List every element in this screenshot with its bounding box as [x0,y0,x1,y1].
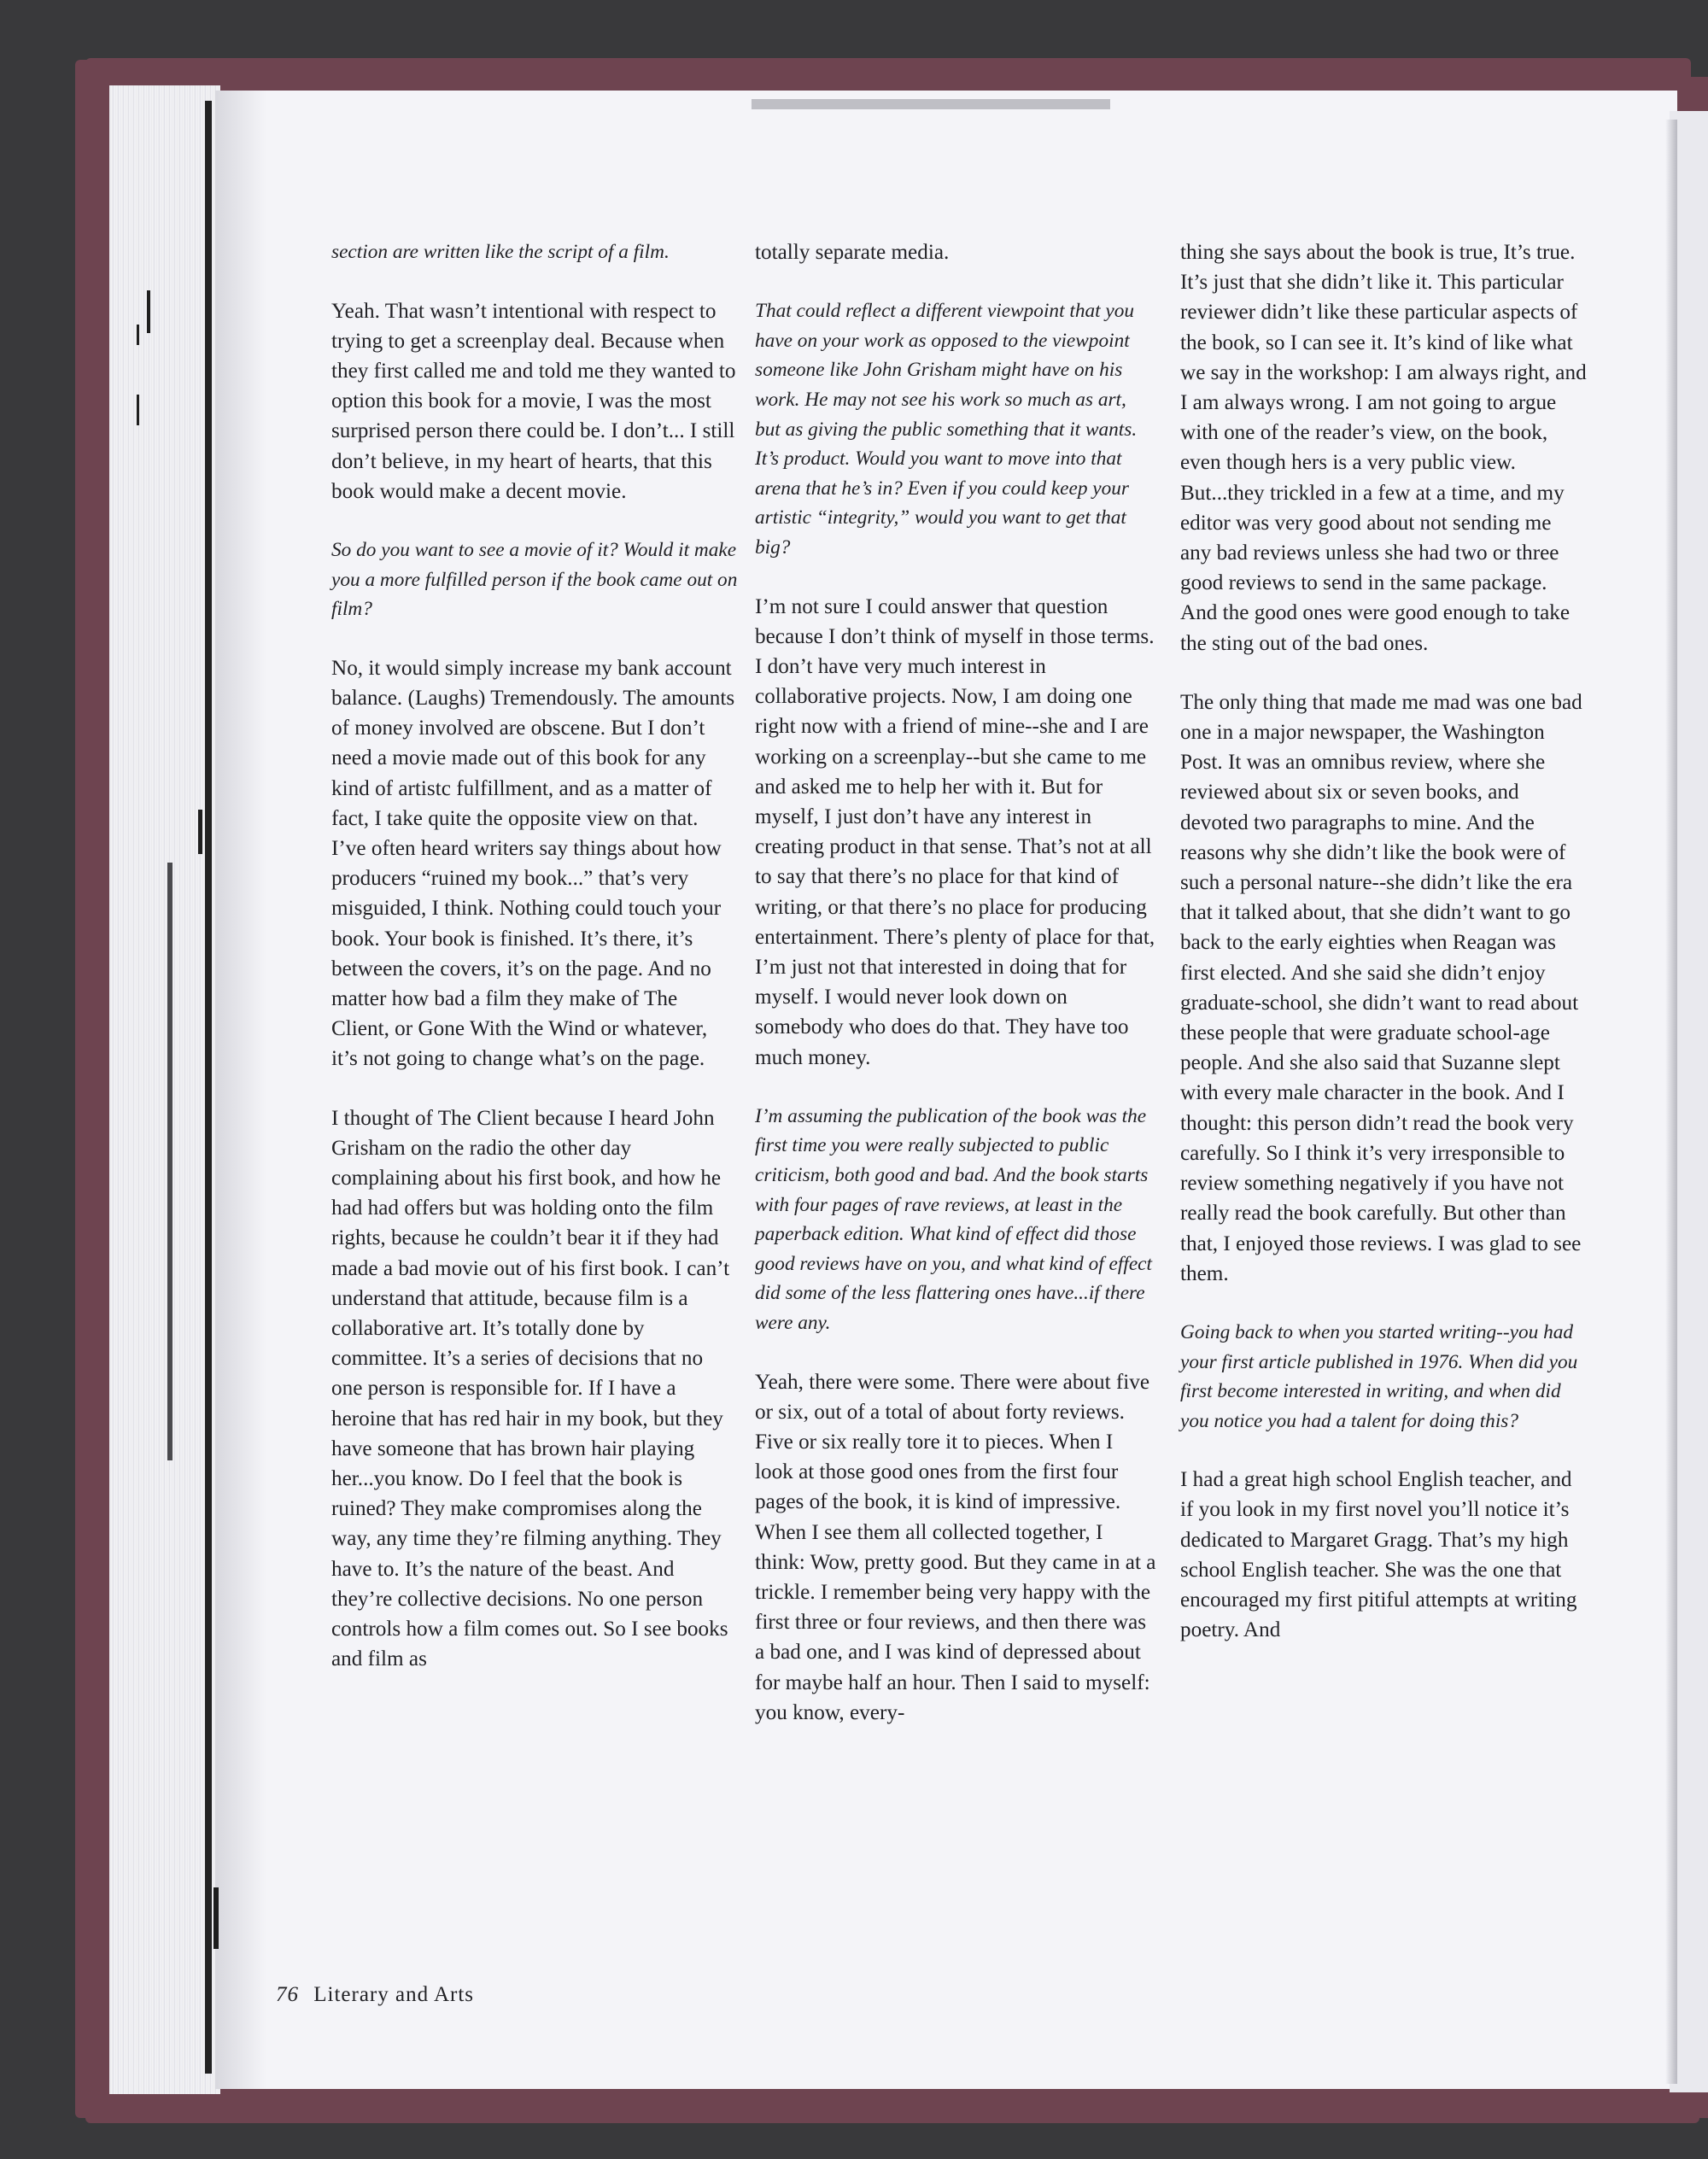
interviewer-question: So do you want to see a movie of it? Would it make you a more fulfilled person if the book came out on film? [331,539,738,621]
text-column-3 [1180,237,1587,1646]
margin-mark [167,863,173,1460]
show-through-smudge [752,99,1110,109]
page-stack-shadow [205,101,212,2074]
section-title: Literary and Arts [313,1983,475,2006]
page-number: 76 [276,1983,299,2006]
interviewer-question: Going back to when you started writing--you had your first article published in 1976. When did you first become interested in writing, and when did you notice you had a talent for doing this? [1180,1320,1578,1432]
book-cover-spine-edge [75,60,109,2118]
answer-continuation: thing she says about the book is true, It’s true. It’s just that she didn’t like it. This particular reviewer didn’t like these particular aspects of the book, so I can see it. It’s kind of like what we say in the workshop: I am always right, and I am always wrong. I am not going to argue with one of the reader’s view, on the book, even though hers is a very public view. But...they trickled in a few at a time, and my editor was very good about not sending me any bad reviews unless she had two or three good reviews to send in the same package. And the good ones were good enough to take the sting out of the bad ones. [1180,241,1587,655]
margin-mark [147,290,150,333]
answer-paragraph: I had a great high school English teacher, and if you look in my first novel you’ll notice it’s dedicated to Margaret Gragg. That’s my high school English teacher. She was the one that encouraged my first pitiful attempts at writing poetry. And [1180,1468,1577,1642]
facing-page-gutter [1665,120,1677,2084]
margin-mark [214,1887,219,1949]
answer-paragraph: I thought of The Client because I heard John Grisham on the radio the other day complaining about his first book, and how he had had offers but was holding onto the film rights, because he couldn’t bear it if they had made a bad movie out of his first book. I can’t understand that attitude, because film is a collaborative art. It’s totally done by committee. It’s a series of decisions that no one person is responsible for. If I have a heroine that has red hair in my book, but they have someone that has brown hair playing her...you know. Do I feel that the book is ruined? They make compromises along the way, any time they’re filming anything. They have to. It’s the nature of the beast. And they’re collective decisions. No one person controls how a film comes out. So I see books and film as [331,1106,730,1671]
answer-paragraph: Yeah. That wasn’t intentional with respect to trying to get a screenplay deal. Because when they first called me and told me they wanted to option this book for a movie, I was the most surprised person there could be. I don’t... I still don’t believe, in my heart of hearts, that this book would make a decent movie. [331,299,736,503]
page-stack-edge [109,85,220,2094]
answer-paragraph: The only thing that made me mad was one bad one in a major newspaper, the Washington Post. It was an omnibus review, where she reviewed about six or seven books, and devoted two paragraphs to mine. And the reasons why she didn’t like the book were of such a personal nature--she didn’t like the era that it talked about, that she didn’t want to go back to the early eighties when Reagan was first elected. And she said she didn’t enjoy graduate-school, she didn’t want to read about these people that were graduate school-age people. And she also said that Suzanne slept with every male character in the book. And I thought: this person didn’t read the book very carefully. So I think it’s very irresponsible to review something negatively if you have not really read the book carefully. But other than that, I enjoyed those reviews. I was glad to see them. [1180,690,1582,1285]
interviewer-question: That could reflect a different viewpoint that you have on your work as opposed to the viewpoint someone like John Grisham might have on his work. He may not see his work so much as art, but as giving the public something that it wants. It’s product. Would you want to move into that arena that he’s in? Even if you could keep your artistic “integrity,” would you want to get that big? [755,300,1138,559]
book-cover-top [85,58,1691,92]
text-column-1 [331,237,738,1675]
answer-continuation: totally separate media. [755,241,950,264]
text-column-2 [755,237,1156,1728]
page-gutter-shade [215,91,266,2089]
answer-paragraph: I’m not sure I could answer that question because I don’t think of myself in those terms. I don’t have very much interest in collaborative projects. Now, I am doing one right now with a friend of mine--she and I are working on a screenplay--but she came to me and asked me to help her with it. But for myself, I just don’t have any interest in creating product in that sense. That’s not at all to say that there’s no place for that kind of writing, or that there’s no place for producing entertainment. There’s plenty of place for that, I’m just not that interested in doing that for myself. I would never look down on somebody who does do that. They have too much money. [755,594,1155,1069]
book-cover-bottom [85,2084,1699,2123]
interviewer-question: I’m assuming the publication of the book was the first time you were really subjected to public criticism, both good and bad. And the book starts with four pages of rave reviews, at least in the paperback edition. What kind of effect did those good reviews have on you, and what kind of effect did some of the less flattering ones have...if there were any. [755,1104,1152,1334]
answer-paragraph: No, it would simply increase my bank account balance. (Laughs) Tremendously. The amounts of money involved are obscene. But I don’t need a movie made out of this book for any kind of artistc fulfillment, and as a matter of fact, I take quite the opposite view on that. I’ve often heard writers say things about how producers “ruined my book...” that’s very misguided, I think. Nothing could touch your book. Your book is finished. It’s there, it’s between the covers, it’s on the page. And no matter how bad a film they make of The Client, or Gone With the Wind or whatever, it’s not going to change what’s on the page. [331,656,735,1071]
margin-mark [198,810,202,854]
page-footer [276,1983,474,2007]
margin-mark [137,395,139,425]
answer-paragraph: Yeah, there were some. There were about five or six, out of a total of about forty reviews. Five or six really tore it to pieces. When I look at those good ones from the first four pages of the book, it is kind of impressive. When I see them all collected together, I think: Wow, pretty good. But they came in at a trickle. I remember being very happy with the first three or four reviews, and then there was a bad one, and I was kind of depressed about for maybe half an hour. Then I said to myself: you know, every- [755,1370,1156,1724]
margin-mark [137,325,139,345]
question-tail: section are written like the script of a film. [331,241,670,263]
